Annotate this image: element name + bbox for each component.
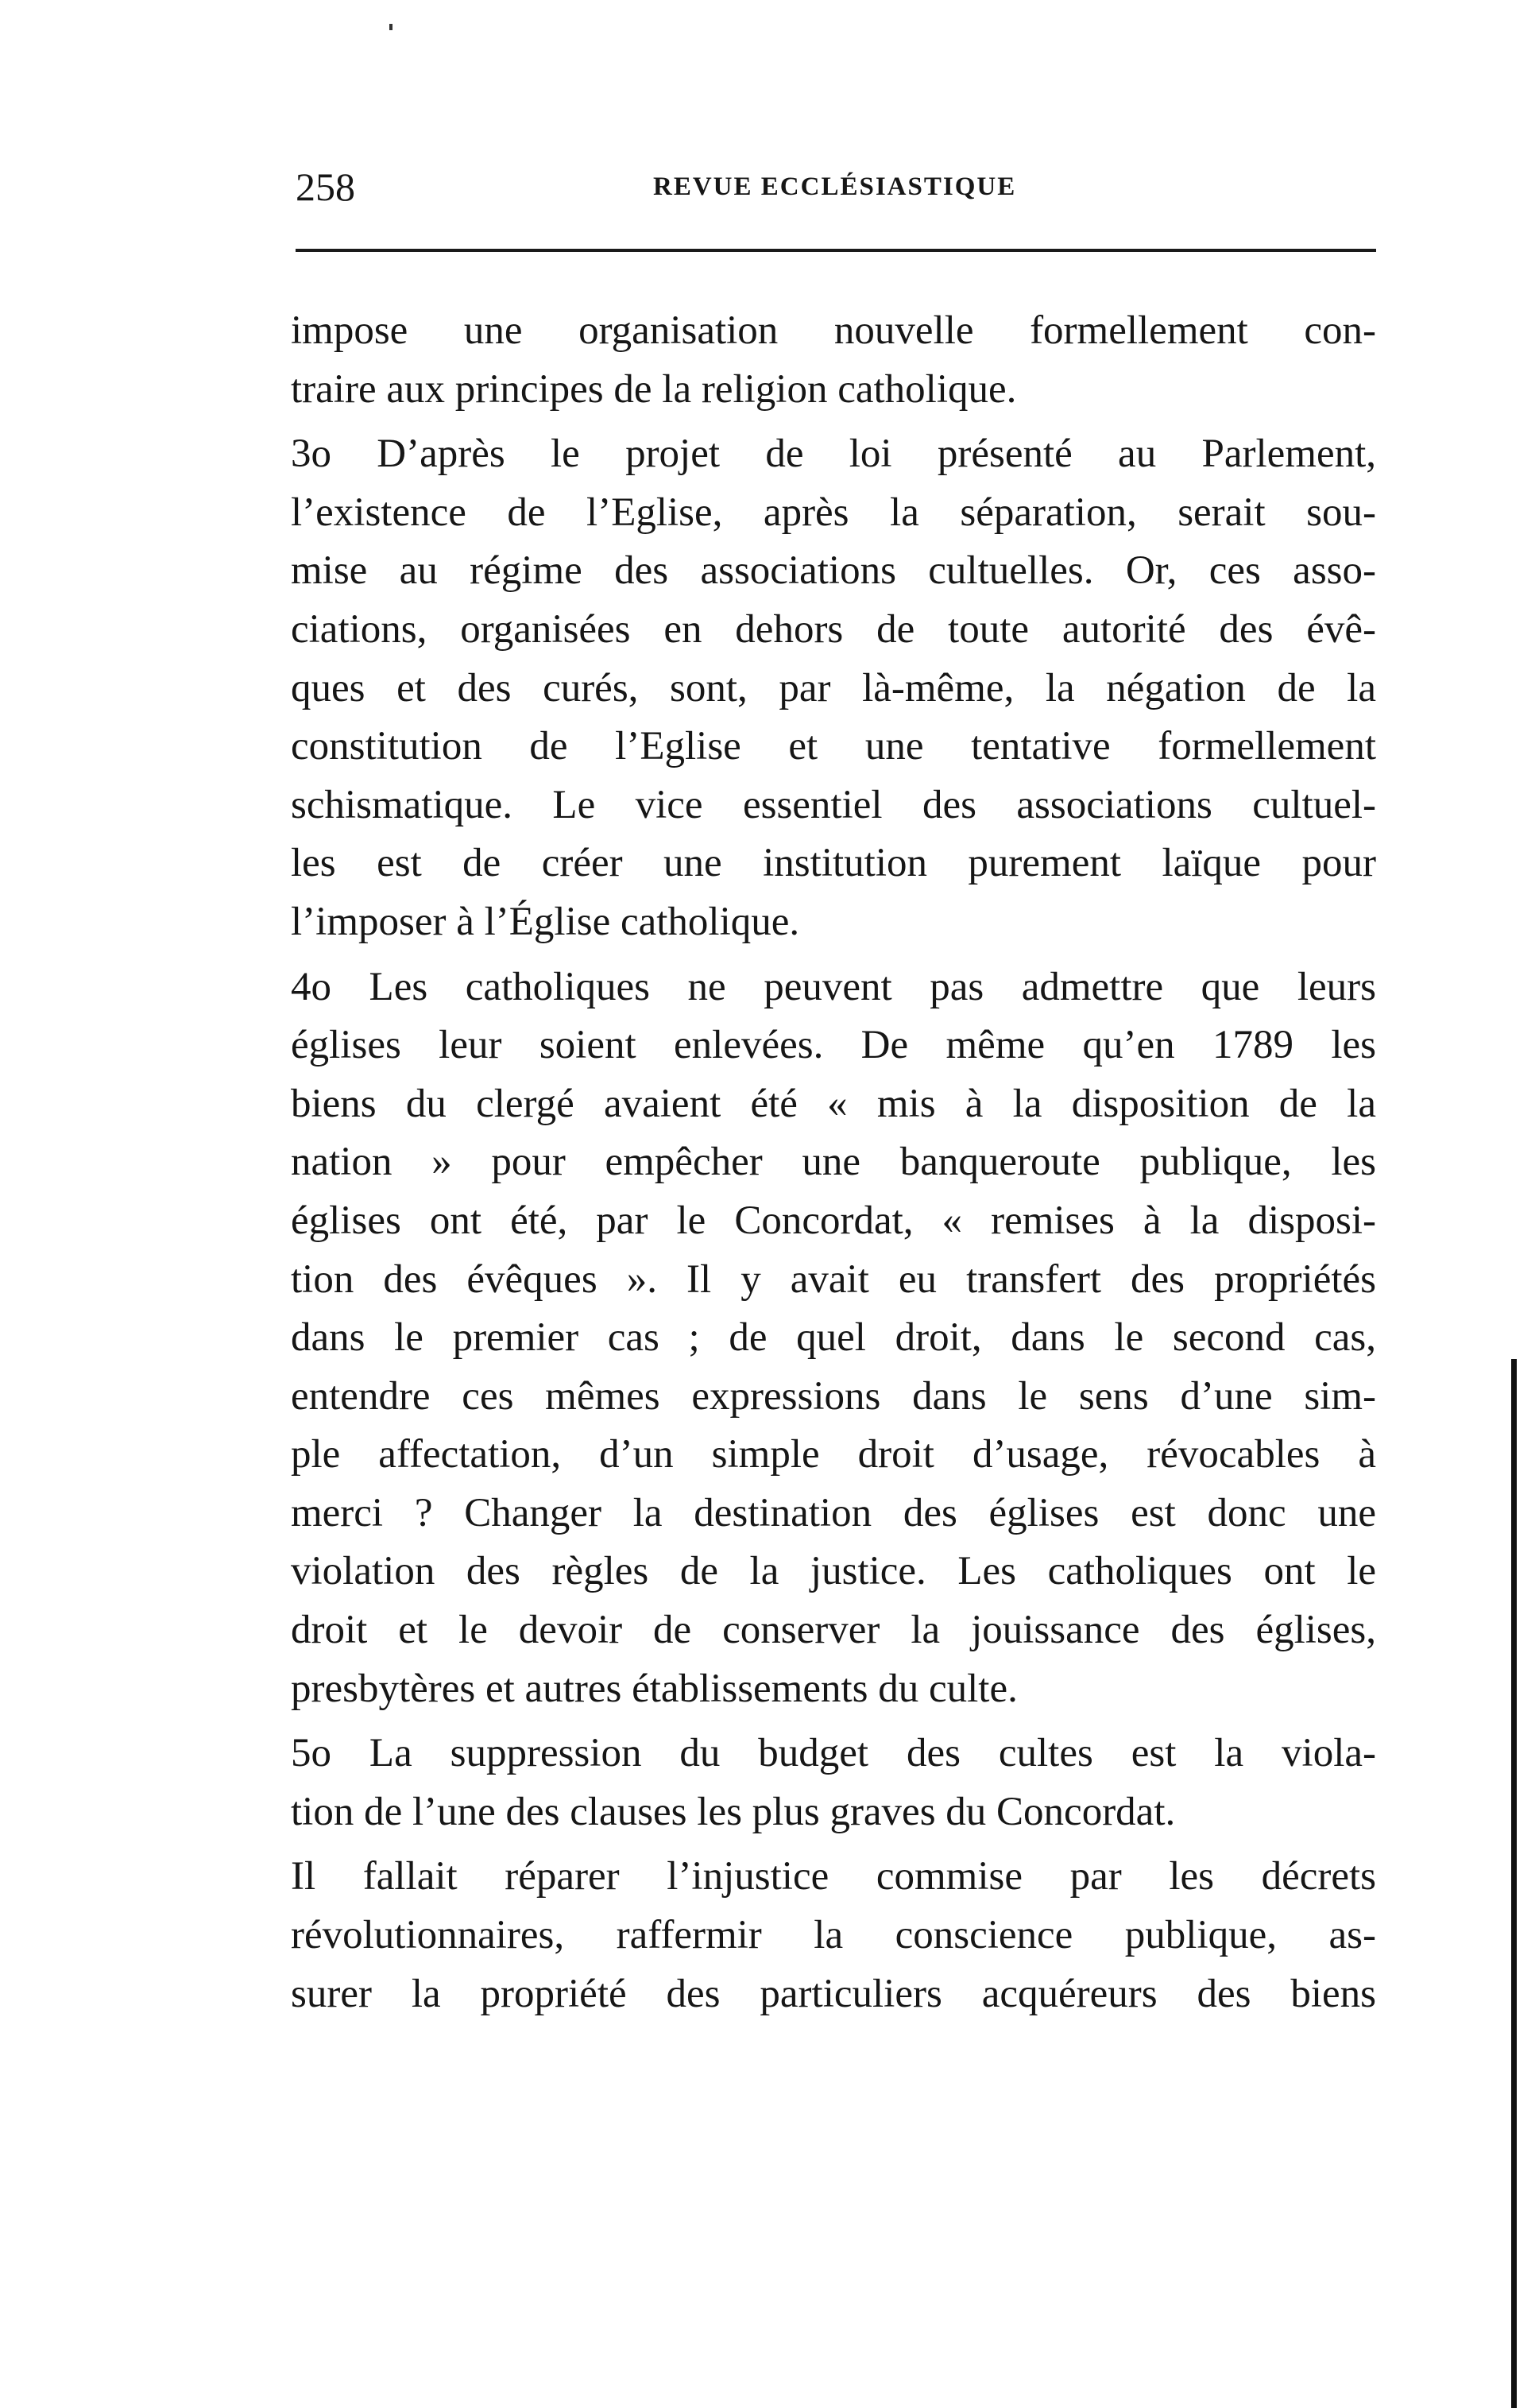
text-line: ques et des curés, sont, par là-même, la négation de la	[291, 665, 1376, 710]
paragraph-gap	[291, 1841, 1376, 1848]
text-line: mise au régime des associations cultuelles. Or, ces asso-	[291, 548, 1376, 594]
text-line: impose une organisation nouvelle formellement con-	[291, 308, 1376, 353]
text-line: l’existence de l’Eglise, après la séparation, serait sou-	[291, 490, 1376, 535]
paragraph-gap	[291, 419, 1376, 425]
body-text	[291, 302, 1376, 2023]
text-line: droit et le devoir de conserver la jouissance des églises,	[291, 1608, 1376, 1653]
text-line: dans le premier cas ; de quel droit, dans le second cas,	[291, 1315, 1376, 1361]
text-line: tion de l’une des clauses les plus graves du Concordat.	[291, 1789, 1176, 1834]
scan-edge-mark	[1511, 1359, 1517, 2408]
page-header	[296, 163, 1376, 211]
text-line: Il fallait réparer l’injustice commise par les décrets	[291, 1854, 1376, 1899]
text-line: l’imposer à l’Église catholique.	[291, 899, 800, 944]
text-line: tion des évêques ». Il y avait eu transfert des propriétés	[291, 1256, 1376, 1302]
running-head: REVUE ECCLÉSIASTIQUE	[653, 172, 1017, 201]
text-line: églises ont été, par le Concordat, « remises à la disposi-	[291, 1198, 1376, 1243]
header-rule	[296, 249, 1376, 252]
paragraph	[291, 302, 1376, 419]
paragraph	[291, 1725, 1376, 1841]
scan-speck	[389, 24, 392, 30]
paragraph-gap	[291, 1718, 1376, 1725]
paragraph	[291, 425, 1376, 951]
text-line: nation » pour empêcher une banqueroute publique, les	[291, 1140, 1376, 1185]
paragraph	[291, 1848, 1376, 2023]
text-line: églises leur soient enlevées. De même qu’en 1789 les	[291, 1023, 1376, 1068]
paragraph	[291, 958, 1376, 1719]
text-line: ple affectation, d’un simple droit d’usage, révocables à	[291, 1432, 1376, 1477]
text-line: entendre ces mêmes expressions dans le sens d’une sim-	[291, 1373, 1376, 1419]
text-line: constitution de l’Eglise et une tentative formellement	[291, 724, 1376, 769]
text-line: violation des règles de la justice. Les catholiques ont le	[291, 1549, 1376, 1594]
text-line: révolutionnaires, raffermir la conscience publique, as-	[291, 1913, 1376, 1958]
text-line: merci ? Changer la destination des églises est donc une	[291, 1490, 1376, 1535]
text-line: surer la propriété des particuliers acquéreurs des biens	[291, 1971, 1376, 2016]
text-line: traire aux principes de la religion catholique.	[291, 366, 1017, 412]
text-line: presbytères et autres établissements du culte.	[291, 1666, 1018, 1711]
text-line: 3o D’après le projet de loi présenté au Parlement,	[291, 432, 1376, 477]
text-line: 4o Les catholiques ne peuvent pas admettre que leurs	[291, 964, 1376, 1009]
text-line: 5o La suppression du budget des cultes est la viola-	[291, 1731, 1376, 1776]
text-line: ciations, organisées en dehors de toute autorité des évê-	[291, 606, 1376, 652]
page-number: 258	[296, 165, 355, 209]
text-line: schismatique. Le vice essentiel des associations cultuel-	[291, 782, 1376, 827]
text-line: biens du clergé avaient été « mis à la disposition de la	[291, 1081, 1376, 1126]
text-line: les est de créer une institution purement laïque pour	[291, 841, 1376, 886]
paragraph-gap	[291, 952, 1376, 958]
